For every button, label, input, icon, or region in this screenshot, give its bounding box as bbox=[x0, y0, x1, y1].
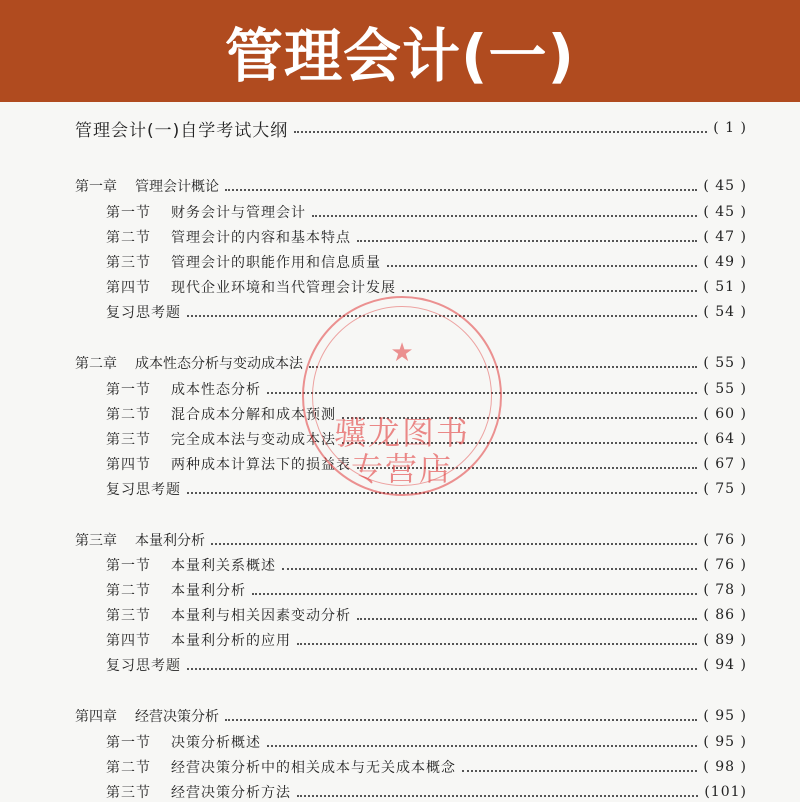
toc-entry-outline bbox=[75, 118, 747, 141]
chapter-title: 经营决策分析 bbox=[135, 709, 219, 725]
stamp-text-line2: 专营店 bbox=[350, 450, 453, 488]
section-title: 两种成本计算法下的损益表 bbox=[171, 457, 351, 473]
entry-page: ( 86 ) bbox=[703, 607, 747, 623]
section-number: 第一节 bbox=[106, 558, 151, 574]
title-banner bbox=[0, 0, 800, 102]
leader-dots bbox=[294, 131, 707, 133]
section-number: 第一节 bbox=[106, 735, 151, 751]
star-icon: ★ bbox=[390, 338, 414, 368]
leader-dots bbox=[187, 492, 697, 494]
chapter-title: 管理会计概论 bbox=[135, 179, 219, 195]
section-title: 经营决策分析方法 bbox=[171, 785, 291, 801]
section-number: 第三节 bbox=[106, 255, 151, 271]
leader-dots bbox=[462, 770, 697, 772]
stamp-text-line1: 骥龙图书 bbox=[333, 414, 470, 452]
entry-page: ( 78 ) bbox=[703, 582, 747, 598]
section-title: 本量利与相关因素变动分析 bbox=[171, 608, 351, 624]
section-number: 第三节 bbox=[106, 432, 151, 448]
section-title: 经营决策分析中的相关成本与无关成本概念 bbox=[171, 760, 456, 776]
section-number: 第四节 bbox=[106, 280, 151, 296]
leader-dots bbox=[187, 668, 697, 670]
toc-chapter bbox=[75, 176, 747, 196]
section-number: 第四节 bbox=[106, 457, 151, 473]
leader-dots bbox=[357, 240, 697, 242]
toc-chapter bbox=[75, 530, 747, 550]
entry-page: ( 1 ) bbox=[713, 120, 747, 136]
leader-dots bbox=[225, 189, 697, 191]
entry-page: ( 98 ) bbox=[703, 759, 747, 775]
section-title: 本量利分析的应用 bbox=[171, 633, 291, 649]
toc-section bbox=[106, 732, 747, 752]
entry-page: ( 76 ) bbox=[703, 532, 747, 548]
section-title: 管理会计的职能作用和信息质量 bbox=[171, 255, 381, 271]
leader-dots bbox=[225, 719, 697, 721]
section-title: 现代企业环境和当代管理会计发展 bbox=[171, 280, 396, 296]
leader-dots bbox=[312, 215, 697, 217]
section-number: 第三节 bbox=[106, 608, 151, 624]
toc-section bbox=[106, 580, 747, 600]
entry-page: ( 49 ) bbox=[703, 254, 747, 270]
entry-page: ( 55 ) bbox=[703, 355, 747, 371]
leader-dots bbox=[267, 745, 697, 747]
toc-chapter bbox=[75, 706, 747, 726]
entry-page: ( 67 ) bbox=[703, 456, 747, 472]
section-number: 第二节 bbox=[106, 760, 151, 776]
chapter-title: 本量利分析 bbox=[135, 533, 205, 549]
entry-page: ( 47 ) bbox=[703, 229, 747, 245]
section-title: 复习思考题 bbox=[106, 658, 181, 674]
page-title: 管理会计(一) bbox=[224, 22, 576, 90]
leader-dots bbox=[357, 618, 697, 620]
section-title: 复习思考题 bbox=[106, 482, 181, 498]
section-number: 第二节 bbox=[106, 583, 151, 599]
section-number: 第一节 bbox=[106, 205, 151, 221]
toc-section bbox=[106, 202, 747, 222]
toc-section bbox=[106, 630, 747, 650]
toc-review bbox=[106, 655, 747, 675]
entry-page: ( 54 ) bbox=[703, 304, 747, 320]
entry-page: ( 76 ) bbox=[703, 557, 747, 573]
entry-page: ( 95 ) bbox=[703, 734, 747, 750]
section-number: 第一节 bbox=[106, 382, 151, 398]
toc-section bbox=[106, 782, 747, 802]
leader-dots bbox=[252, 593, 697, 595]
section-title: 本量利分析 bbox=[171, 583, 246, 599]
section-title: 完全成本法与变动成本法 bbox=[171, 432, 336, 448]
chapter-title: 成本性态分析与变动成本法 bbox=[135, 356, 303, 372]
toc-section bbox=[106, 555, 747, 575]
section-number: 第三节 bbox=[106, 785, 151, 801]
entry-page: ( 55 ) bbox=[703, 381, 747, 397]
section-title: 本量利关系概述 bbox=[171, 558, 276, 574]
section-number: 第四节 bbox=[106, 633, 151, 649]
toc-section bbox=[106, 605, 747, 625]
shop-stamp-watermark bbox=[302, 296, 502, 496]
entry-page: (101) bbox=[704, 784, 747, 800]
entry-page: ( 60 ) bbox=[703, 406, 747, 422]
section-title: 成本性态分析 bbox=[171, 382, 261, 398]
toc-section bbox=[106, 227, 747, 247]
leader-dots bbox=[387, 265, 697, 267]
entry-title: 管理会计(一)自学考试大纲 bbox=[75, 120, 289, 141]
chapter-number: 第三章 bbox=[75, 533, 117, 549]
section-title: 决策分析概述 bbox=[171, 735, 261, 751]
leader-dots bbox=[402, 290, 697, 292]
entry-page: ( 89 ) bbox=[703, 632, 747, 648]
entry-page: ( 45 ) bbox=[703, 204, 747, 220]
section-title: 混合成本分解和成本预测 bbox=[171, 407, 336, 423]
section-number: 第二节 bbox=[106, 230, 151, 246]
toc-section bbox=[106, 757, 747, 777]
chapter-number: 第二章 bbox=[75, 356, 117, 372]
section-title: 复习思考题 bbox=[106, 305, 181, 321]
entry-page: ( 45 ) bbox=[703, 178, 747, 194]
entry-page: ( 51 ) bbox=[703, 279, 747, 295]
toc-section bbox=[106, 277, 747, 297]
entry-page: ( 75 ) bbox=[703, 481, 747, 497]
leader-dots bbox=[297, 795, 698, 797]
section-title: 管理会计的内容和基本特点 bbox=[171, 230, 351, 246]
leader-dots bbox=[211, 543, 697, 545]
entry-page: ( 94 ) bbox=[703, 657, 747, 673]
entry-page: ( 95 ) bbox=[703, 708, 747, 724]
leader-dots bbox=[297, 643, 697, 645]
leader-dots bbox=[282, 568, 697, 570]
section-title: 财务会计与管理会计 bbox=[171, 205, 306, 221]
entry-page: ( 64 ) bbox=[703, 431, 747, 447]
chapter-number: 第四章 bbox=[75, 709, 117, 725]
section-number: 第二节 bbox=[106, 407, 151, 423]
chapter-number: 第一章 bbox=[75, 179, 117, 195]
toc-section bbox=[106, 252, 747, 272]
